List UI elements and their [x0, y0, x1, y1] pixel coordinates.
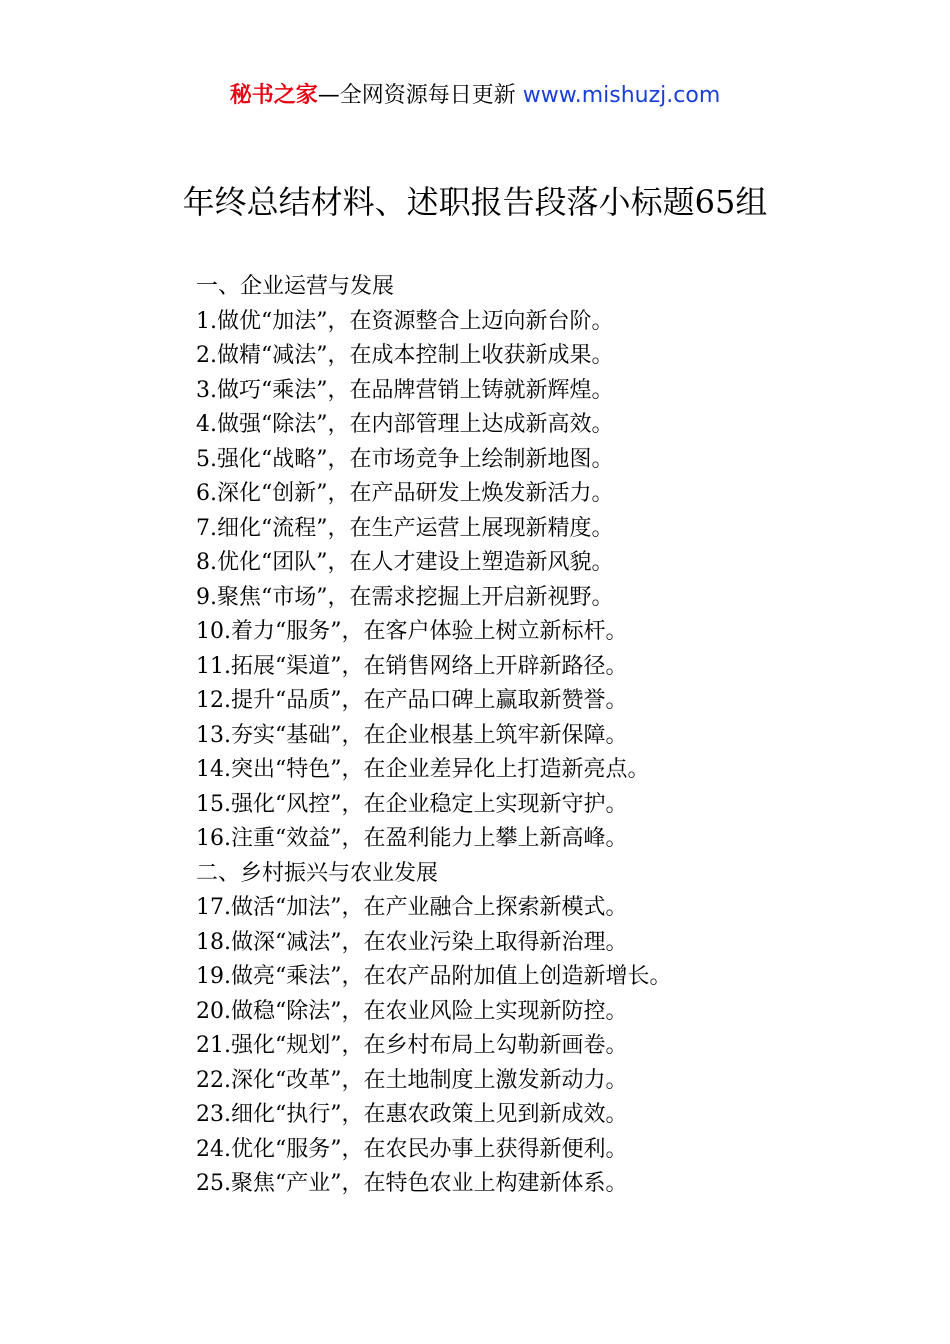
list-item: 6.深化“创新”，在产品研发上焕发新活力。 [196, 481, 614, 506]
list-item: 13.夯实“基础”，在企业根基上筑牢新保障。 [196, 722, 628, 748]
list-item: 17.做活“加法”，在产业融合上探索新模式。 [196, 895, 628, 920]
list-item: 22.深化“改革”，在土地制度上激发新动力。 [196, 1067, 628, 1093]
list-item: 24.优化“服务”，在农民办事上获得新便利。 [196, 1136, 628, 1162]
list-item: 10.着力“服务”，在客户体验上树立新标杆。 [196, 619, 628, 644]
list-item: 23.细化“执行”，在惠农政策上见到新成效。 [196, 1102, 628, 1127]
list-item: 15.强化“风控”，在企业稳定上实现新守护。 [196, 791, 628, 817]
list-item: 12.提升“品质”，在产品口碑上赢取新赞誉。 [196, 688, 628, 713]
document-title: 年终总结材料、述职报告段落小标题65组 [182, 183, 768, 221]
list-item: 11.拓展“渠道”，在销售网络上开辟新路径。 [196, 653, 628, 679]
section-heading: 二、乡村振兴与农业发展 [196, 860, 439, 886]
site-url-link[interactable]: www.mishuzj.com [522, 83, 721, 108]
list-item: 3.做巧“乘法”，在品牌营销上铸就新辉煌。 [196, 377, 614, 403]
list-item: 9.聚焦“市场”，在需求挖掘上开启新视野。 [196, 584, 614, 610]
site-tagline: —全网资源每日更新 [317, 83, 523, 108]
list-item: 19.做亮“乘法”，在农产品附加值上创造新增长。 [196, 964, 672, 989]
site-brand: 秘书之家 [229, 83, 318, 108]
section-heading: 一、企业运营与发展 [196, 274, 395, 299]
list-item: 14.突出“特色”，在企业差异化上打造新亮点。 [196, 757, 650, 782]
site-header [0, 80, 950, 112]
list-item: 1.做优“加法”，在资源整合上迈向新台阶。 [196, 308, 614, 334]
list-item: 16.注重“效益”，在盈利能力上攀上新高峰。 [196, 826, 628, 851]
list-item: 4.做强“除法”，在内部管理上达成新高效。 [196, 412, 614, 437]
list-item: 21.强化“规划”，在乡村布局上勾勒新画卷。 [196, 1033, 628, 1058]
list-item: 7.细化“流程”，在生产运营上展现新精度。 [196, 515, 614, 541]
document-body [196, 270, 896, 1202]
list-item: 20.做稳“除法”，在农业风险上实现新防控。 [196, 998, 628, 1024]
list-item: 5.强化“战略”，在市场竞争上绘制新地图。 [196, 446, 614, 472]
list-item: 18.做深“减法”，在农业污染上取得新治理。 [196, 929, 628, 955]
list-item: 8.优化“团队”，在人才建设上塑造新风貌。 [196, 550, 614, 575]
list-item: 25.聚焦“产业”，在特色农业上构建新体系。 [196, 1171, 628, 1196]
list-item: 2.做精“减法”，在成本控制上收获新成果。 [196, 343, 614, 368]
